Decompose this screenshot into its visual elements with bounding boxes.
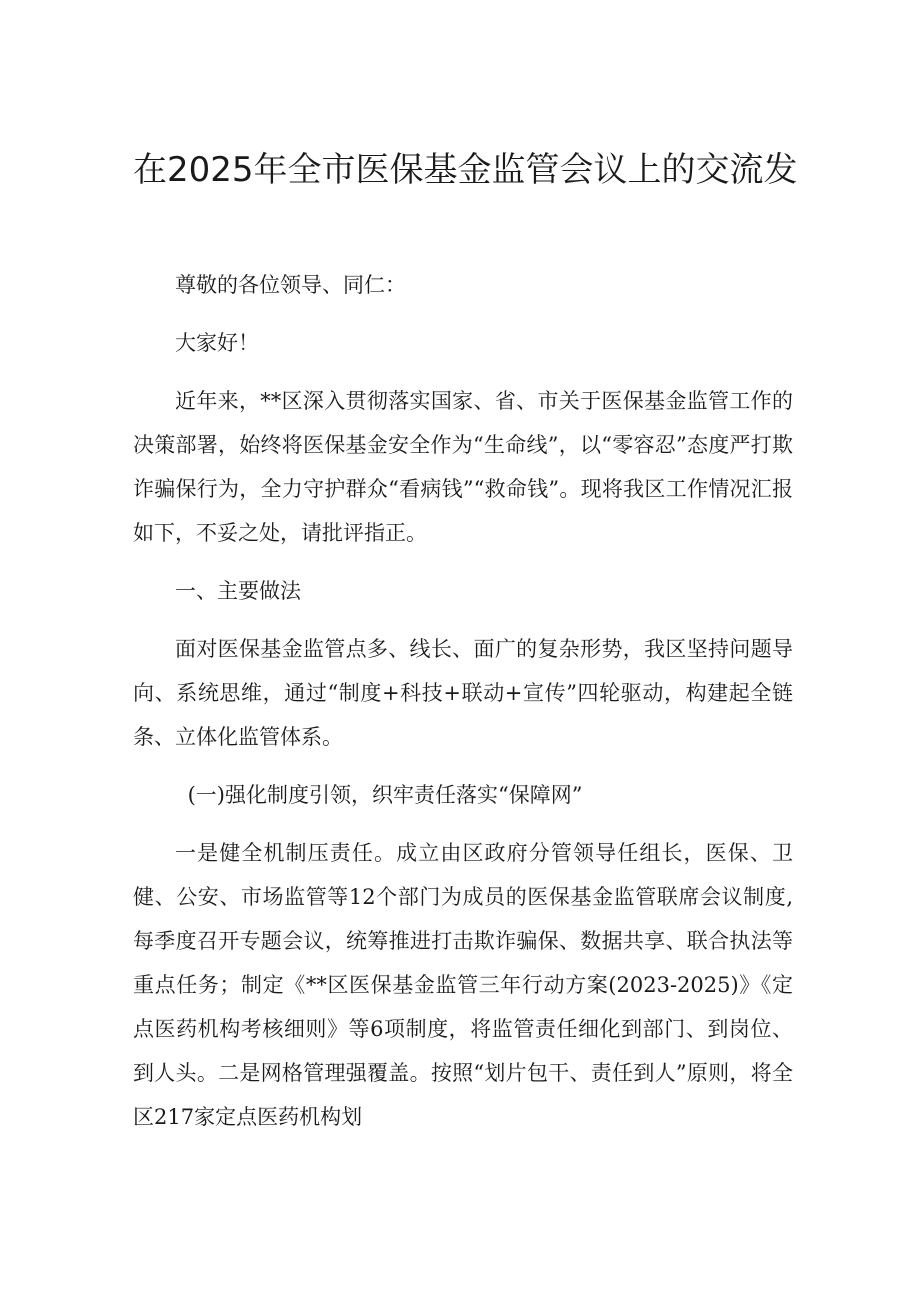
subsection-heading: (一)强化制度引领，织牢责任落实“保障网” — [187, 783, 583, 807]
salutation: 尊敬的各位领导、同仁： — [175, 273, 406, 297]
section-intro-paragraph: 面对医保基金监管点多、线长、面广的复杂形势，我区坚持问题导向、系统思维，通过“制度+科技+联动+宣传”四轮驱动，构建起全链条、立体化监管体系。 — [133, 637, 793, 749]
section-heading: 一、主要做法 — [175, 579, 301, 603]
greeting: 大家好！ — [175, 331, 259, 355]
subsection-paragraph: 一是健全机制压责任。成立由区政府分管领导任组长，医保、卫健、公安、市场监管等12个部门为成员的医保基金监管联席会议制度,每季度召开专题会议，统筹推进打击欺诈骗保、数据共享、联合执法等重点任务；制定《**区医保基金监管三年行动方案(2023-2025)》《定点医药机构考核细则》等6项制度，将监管责任细化到部门、到岗位、到人头。二是网格管理强覆盖。按照“划片包干、责任到人”原则，将全区217家定点医药机构划 — [133, 841, 793, 1129]
document-title: 在2025年全市医保基金监管会议上的交流发 — [133, 150, 798, 190]
intro-paragraph: 近年来，**区深入贯彻落实国家、省、市关于医保基金监管工作的决策部署，始终将医保基金安全作为“生命线”，以“零容忍”态度严打欺诈骗保行为，全力守护群众“看病钱”“救命钱”。现将我区工作情况汇报如下，不妥之处，请批评指正。 — [133, 389, 793, 545]
document-body — [133, 263, 793, 1139]
